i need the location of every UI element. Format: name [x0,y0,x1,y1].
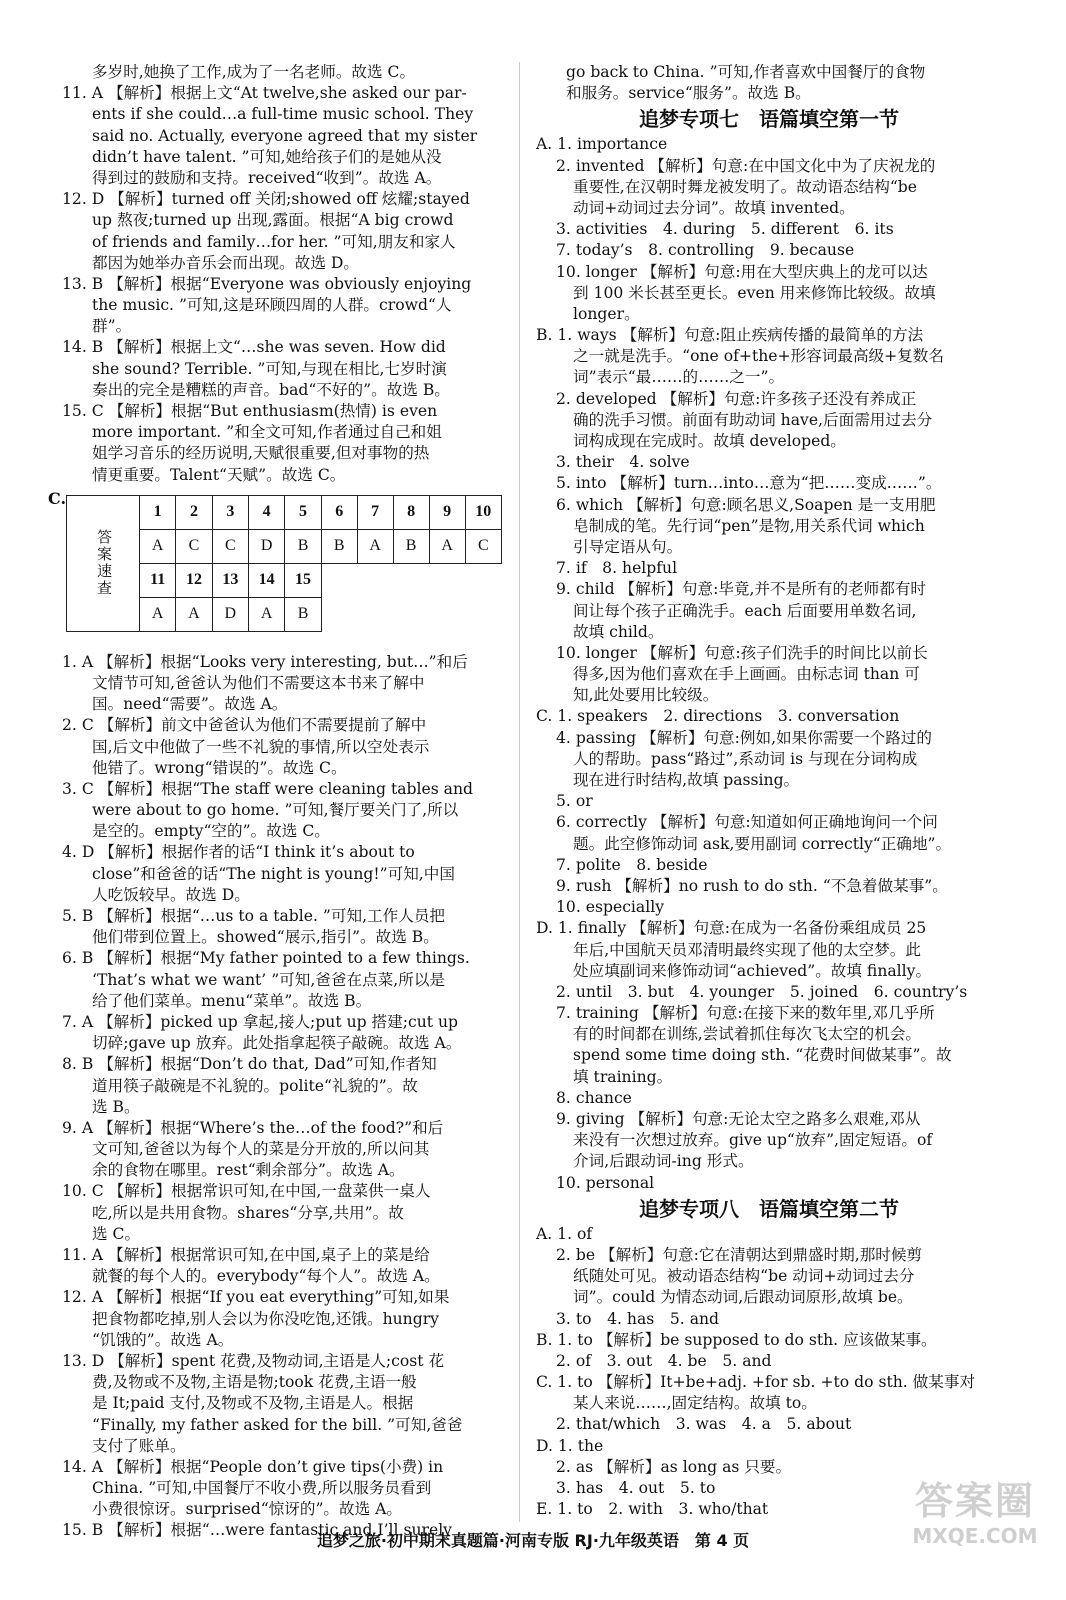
text-line: 文情节可知,爸爸认为他们不需要这本书来了解中 [92,673,425,692]
text-line: 是空的。empty“空的”。故选 C。 [92,822,330,841]
text-line: 6. B 【解析】根据“My father pointed to a few things. [62,949,470,968]
text-line: 8. B 【解析】根据“Don’t do that, Dad”可知,作者知 [62,1055,437,1074]
table-cell: 11 [140,563,176,597]
text-line: the music. ”可知,这是环顾四周的人群。crowd“人 [92,296,452,315]
watermark-logo [900,1478,1050,1568]
text-line: B. 1. to 【解析】be supposed to do sth. 应该做某事。 [536,1330,937,1349]
text-line: 3. C 【解析】根据“The staff were cleaning tables and [62,779,474,798]
text-line: A. 1. of [536,1224,593,1243]
section-8-answers [536,1224,1002,1521]
text-line: 道用筷子敲碗是不礼貌的。polite“礼貌的”。故 [92,1076,418,1095]
table-cell: 3 [212,495,248,529]
text-line: D. 1. finally 【解析】句意:在成为一名备份乘组成员 25 [536,919,927,938]
text-line: “Finally, my father asked for the bill. ”可知,爸爸 [92,1415,463,1434]
table-cell: A [249,597,285,631]
text-line: 7. today’s 8. controlling 9. because [556,241,855,260]
text-line: 5. B 【解析】根据“…us to a table. ”可知,工作人员把 [62,907,446,925]
text-line: China. ”可知,中国餐厅不收小费,所以服务员看到 [92,1479,432,1498]
text-line: 7. polite 8. beside [556,855,708,874]
table-cell: B [285,529,321,563]
answer-table-side-label: 答案速查 [67,495,140,631]
left-column [48,62,502,1542]
text-line: 3. has 4. out 5. to [556,1479,716,1497]
text-line: 6. which 【解析】句意:顾名思义,Soapen 是一支用肥 [556,495,936,514]
left-answers-part-b [62,62,502,486]
right-answers-continued [536,62,1002,104]
text-line: 现在进行时结构,故填 passing。 [573,771,800,789]
text-line: 5. or [556,792,593,811]
text-line: 9. rush 【解析】no rush to do sth. “不急着做某事”。 [556,876,948,895]
text-line: 得多,因为他们喜欢在手上画画。由标志词 than 可 [573,665,920,684]
page-footer: 追梦之旅·初中期末真题篇·河南专版 RJ·九年级英语 第 4 页 [316,1531,750,1550]
text-line: 重要性,在汉朝时舞龙被发明了。故动语态结构“be [573,177,918,196]
text-line: 9. child 【解析】句意:毕竟,并不是所有的老师都有时 [556,580,927,599]
table-cell: 14 [249,563,285,597]
text-line: 2. C 【解析】前文中爸爸认为他们不需要提前了解中 [62,716,427,735]
text-line: 填 training。 [573,1067,673,1086]
text-line: 7. if 8. helpful [556,559,678,578]
text-line: 国。need“需要”。故选 A。 [92,695,288,714]
text-line: 10. especially [556,898,664,917]
text-line: E. 1. to 2. with 3. who/that [536,1500,769,1519]
watermark-url: MXQE.COM [912,1524,1038,1548]
text-line: 有的时间都在训练,尝试着抓住每次飞太空的机会。 [573,1025,922,1044]
text-line: B. 1. ways 【解析】句意:阻止疾病传播的最简单的方法 [536,326,924,345]
text-line: 3. activities 4. during 5. different 6. its [556,220,894,239]
text-line: 词”。could 为情态动词,后跟动词原形,故填 be。 [573,1288,913,1307]
text-line: 选 B。 [92,1097,140,1116]
text-line: 奏出的完全是糟糕的声音。bad“不好的”。故选 B。 [92,380,450,399]
text-line: 就餐的每个人的。everybody“每个人”。故选 A。 [92,1267,440,1286]
text-line: 引导定语从句。 [573,537,683,556]
text-line: A. 1. importance [536,135,668,154]
left-answers-part-c [62,652,502,1542]
text-line: 2. be 【解析】句意:它在清朝达到鼎盛时期,那时候剪 [556,1245,923,1264]
text-line: 5. into 【解析】turn…into…意为“把……变成……”。 [556,474,942,493]
text-line: 1. A 【解析】根据“Looks very interesting, but…”和后 [62,652,468,671]
text-line: 选 C。 [92,1224,141,1243]
text-line: 余的食物在哪里。rest“剩余部分”。故选 A。 [92,1161,405,1180]
table-cell: 12 [176,563,212,597]
text-line: 2. invented 【解析】句意:在中国文化中为了庆祝龙的 [556,156,936,175]
text-line: 10. longer 【解析】句意:用在大型庆典上的龙可以达 [556,262,928,281]
text-line: of friends and family…for her. ”可知,朋友和家人 [92,232,456,251]
text-line: 2. of 3. out 4. be 5. and [556,1351,772,1370]
section-heading-7: 追梦专项七 语篇填空第一节 [639,107,899,132]
table-cell: 9 [429,495,465,529]
text-line: close”和爸爸的话“The night is young!”可知,中国 [92,864,455,883]
text-line: ents if she could…a full-time music school. They [92,105,474,124]
section-c-label: C. [48,488,67,508]
text-line: 动词+动词过去分词”。故填 invented。 [573,198,855,217]
text-line: spend some time doing sth. “花费时间做某事”。故 [573,1046,952,1065]
text-line: 是 It;paid 支付,及物或不及物,主语是人。根据 [92,1394,414,1413]
watermark-text: 答案圈 [914,1479,1035,1523]
text-line: 多岁时,她换了工作,成为了一名老师。故选 C。 [92,63,416,81]
text-line: were about to go home. ”可知,餐厅要关门了,所以 [92,801,459,820]
text-line: 6. correctly 【解析】句意:知道如何正确地询问一个问 [556,813,938,832]
text-line: D. 1. the [536,1436,604,1455]
text-line: 来没有一次想过放弃。give up“放弃”,固定短语。of [573,1131,933,1150]
text-line: C. 1. speakers 2. directions 3. conversation [536,707,900,726]
text-line: 14. A 【解析】根据“People don’t give tips(小费) in [62,1457,444,1476]
text-line: 词构成现在完成时。故填 developed。 [573,432,846,450]
table-cell: 1 [140,495,176,529]
text-line: 费,及物或不及物,主语是物;took 花费,主语一般 [92,1373,417,1392]
table-cell: A [176,597,212,631]
text-line: 他错了。wrong“错误的”。故选 C。 [92,758,347,777]
text-line: 人的帮助。pass“路过”,系动词 is 与现在分词构成 [573,749,918,768]
text-line: she sound? Terrible. ”可知,与现在相比,七岁时演 [92,359,447,378]
text-line: 3. their 4. solve [556,453,690,472]
text-line: 年后,中国航天员邓清明最终实现了他的太空梦。此 [573,940,922,959]
text-line: 3. to 4. has 5. and [556,1309,720,1328]
text-line: go back to China. ”可知,作者喜欢中国餐厅的食物 [566,63,926,81]
text-line: 处应填副词来修饰动词“achieved”。故填 finally。 [573,961,932,980]
text-line: 2. developed 【解析】句意:许多孩子还没有养成正 [556,389,917,408]
text-line: 间让每个孩子正确洗手。each 后面要用单数名词, [573,601,917,620]
text-line: 介词,后跟动词-ing 形式。 [573,1152,754,1171]
table-cell: 2 [176,495,212,529]
text-line: 他们带到位置上。showed“展示,指引”。故选 B。 [92,928,439,947]
text-line: 故填 child。 [573,622,664,641]
text-line: “饥饿的”。故选 A。 [92,1330,234,1349]
answer-quick-check [48,488,502,649]
text-line: 国,后文中他做了一些不礼貌的事情,所以空处表示 [92,737,430,756]
section-heading-8: 追梦专项八 语篇填空第二节 [639,1196,899,1221]
text-line: 给了他们菜单。menu“菜单”。故选 B。 [92,991,372,1010]
text-line: 之一就是洗手。“one of+the+形容词最高级+复数名 [573,347,944,366]
text-line: didn’t have talent. ”可知,她给孩子们的是她从没 [92,147,442,166]
text-line: 支付了账单。 [92,1436,186,1455]
text-line: 13. B 【解析】根据“Everyone was obviously enjoying [62,274,472,293]
text-line: up 熬夜;turned up 出现,露面。根据“A big crowd [92,211,454,230]
text-line: 文可知,爸爸以为每个人的菜是分开放的,所以问其 [92,1140,430,1159]
text-line: 15. B 【解析】根据“…were fantastic and I’ll surely [62,1521,452,1540]
text-line: 得到过的鼓励和支持。received“收到”。故选 A。 [92,168,442,187]
text-line: 姐学习音乐的经历说明,天赋很重要,但对事物的热 [92,444,430,463]
text-line: 10. C 【解析】根据常识可知,在中国,一盘菜供一桌人 [62,1182,431,1201]
table-cell: 5 [285,495,321,529]
table-cell: 8 [393,495,429,529]
text-line: 14. B 【解析】根据上文“…she was seven. How did [62,338,446,357]
text-line: 11. A 【解析】根据上文“At twelve,she asked our par- [62,84,467,103]
table-cell: D [249,529,285,563]
text-line: 小费很惊讶。surprised“惊讶的”。故选 A。 [92,1500,403,1519]
text-line: 到 100 米长甚至更长。even 用来修饰比较级。故填 [573,283,936,302]
text-line: 词”表示“最……的……之一”。 [573,368,785,387]
table-cell: 7 [357,495,393,529]
table-cell: C [465,529,501,563]
text-line: 7. A 【解析】picked up 拿起,接人;put up 搭建;cut up [62,1012,459,1031]
column-divider [519,62,520,1522]
text-line: more important. ”和全文可知,作者通过自己和姐 [92,423,442,442]
table-cell: A [140,597,176,631]
text-line: 吃,所以是共用食物。shares“分享,共用”。故 [92,1203,404,1222]
text-line: longer。 [573,304,640,323]
text-line: 题。此空修饰动词 ask,要用副词 correctly“正确地”。 [573,834,952,853]
text-line: 7. training 【解析】句意:在接下来的数年里,邓几乎所 [556,1004,935,1023]
text-line: ‘That’s what we want’ ”可知,爸爸在点菜,所以是 [92,970,446,989]
table-cell: 13 [212,563,248,597]
text-line: 把食物都吃掉,别人会以为你没吃饱,还饿。hungry [92,1309,439,1328]
text-line: 12. A 【解析】根据“If you eat everything”可知,如果 [62,1288,450,1307]
text-line: 11. A 【解析】根据常识可知,在中国,桌子上的菜是给 [62,1246,430,1264]
text-line: 确的洗手习惯。前面有助动词 have,后面需用过去分 [573,410,933,429]
table-empty [321,563,501,597]
text-line: 10. personal [556,1173,655,1192]
text-line: 某人来说……,固定结构。故填 to。 [573,1394,817,1413]
answer-table [66,495,502,632]
table-cell: 6 [321,495,357,529]
table-cell: A [140,529,176,563]
table-cell: C [212,529,248,563]
table-cell: B [393,529,429,563]
table-cell: B [321,529,357,563]
text-line: 13. D 【解析】spent 花费,及物动词,主语是人;cost 花 [62,1351,445,1370]
text-line: 12. D 【解析】turned off 关闭;showed off 炫耀;stayed [62,190,470,209]
text-line: 和服务。service“服务”。故选 B。 [566,84,811,103]
text-line: 群”。 [92,317,132,336]
table-cell: D [212,597,248,631]
table-cell: A [429,529,465,563]
table-empty [321,597,501,631]
text-line: C. 1. to 【解析】It+be+adj. +for sb. +to do sth. 做某事对 [536,1373,976,1392]
text-line: 人吃饭较早。故选 D。 [92,885,250,904]
text-line: 2. that/which 3. was 4. a 5. about [556,1415,852,1434]
text-line: 都因为她举办音乐会而出现。故选 D。 [92,253,359,272]
text-line: 9. A 【解析】根据“Where’s the…of the food?”和后 [62,1118,444,1137]
text-line: 15. C 【解析】根据“But enthusiasm(热情) is even [62,402,438,420]
table-cell: A [357,529,393,563]
table-cell: C [176,529,212,563]
table-cell: B [285,597,321,631]
text-line: 皂制成的笔。先行词“pen”是物,用关系代词 which [573,516,925,535]
section-7-answers [536,134,1002,1193]
text-line: 知,此处要用比较级。 [573,686,719,705]
right-column [536,62,1002,1520]
text-line: 纸随处可见。被动语态结构“be 动词+动词过去分 [573,1267,915,1286]
table-cell: 15 [285,563,321,597]
table-cell: 10 [465,495,501,529]
text-line: 切碎;gave up 放弃。此处指拿起筷子敲碗。故选 A。 [92,1034,462,1053]
text-line: 10. longer 【解析】句意:孩子们洗手的时间比以前长 [556,643,928,662]
table-cell: 4 [249,495,285,529]
text-line: 4. D 【解析】根据作者的话“I think it’s about to [62,843,415,862]
text-line: 8. chance [556,1088,632,1107]
text-line: 4. passing 【解析】句意:例如,如果你需要一个路过的 [556,728,932,747]
text-line: 2. until 3. but 4. younger 5. joined 6. country’s [556,982,968,1001]
text-line: 9. giving 【解析】句意:无论太空之路多么艰难,邓从 [556,1110,921,1128]
text-line: 2. as 【解析】as long as 只要。 [556,1457,792,1476]
text-line: 情更重要。Talent“天赋”。故选 C。 [92,465,346,484]
text-line: said no. Actually, everyone agreed that my sister [92,126,478,145]
